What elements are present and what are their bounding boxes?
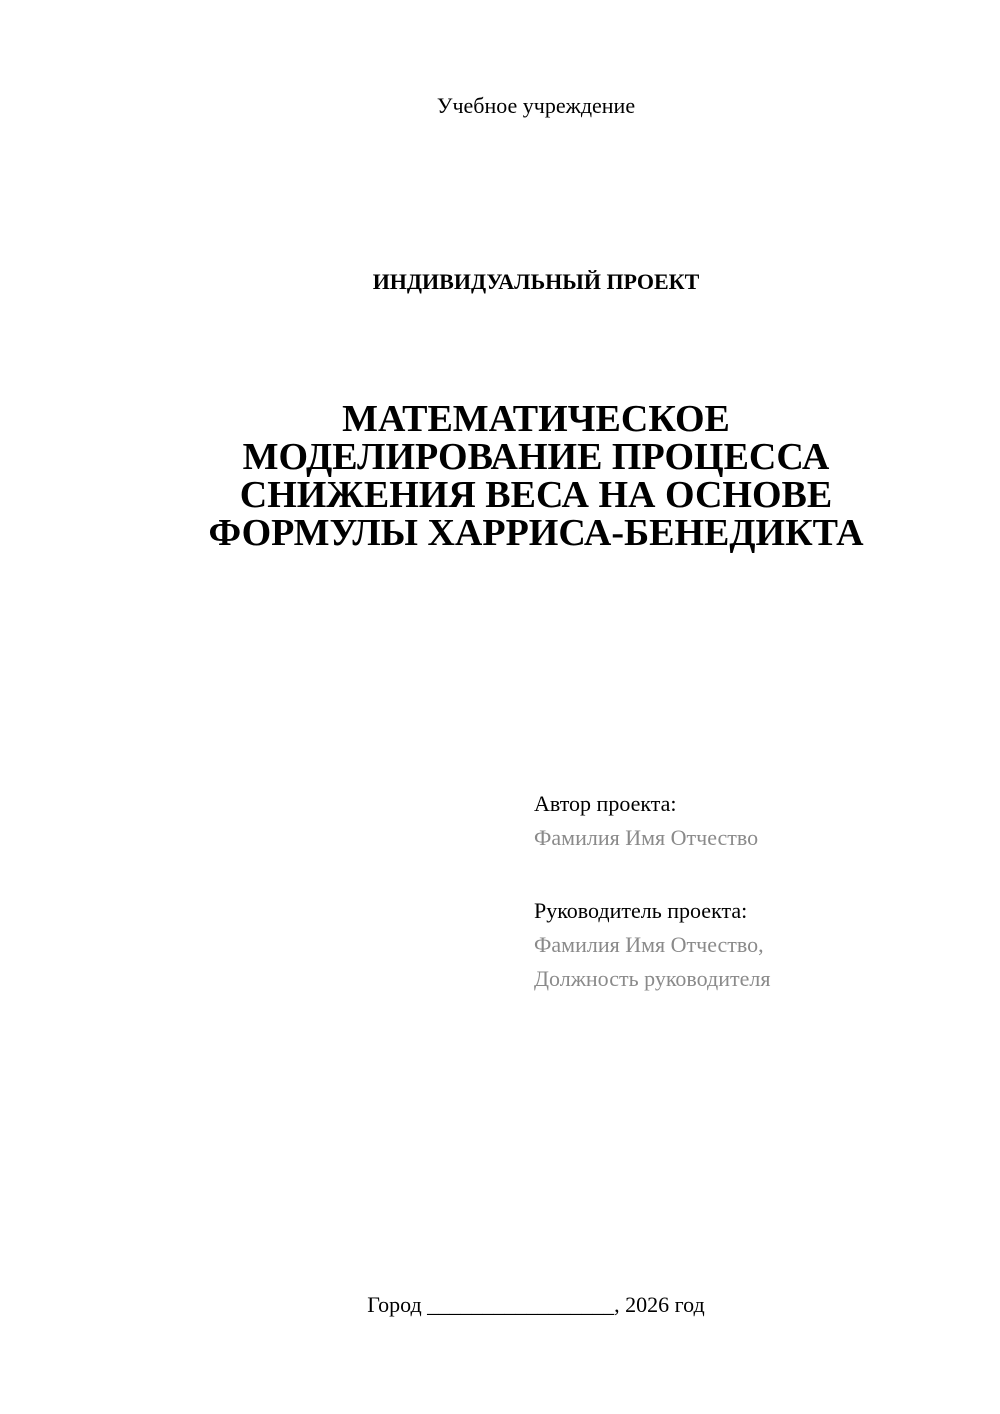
supervisor-position-placeholder: Должность руководителя — [534, 966, 771, 991]
project-title-line: СНИЖЕНИЯ ВЕСА НА ОСНОВЕ — [239, 474, 833, 516]
project-title-line: МАТЕМАТИЧЕСКОЕ — [342, 398, 730, 440]
project-title-line: ФОРМУЛЫ ХАРРИСА-БЕНЕДИКТА — [208, 512, 864, 554]
supervisor-label: Руководитель проекта: — [534, 898, 748, 923]
author-name-placeholder: Фамилия Имя Отчество — [534, 825, 759, 850]
project-title — [160, 400, 912, 552]
project-title-line: МОДЕЛИРОВАНИЕ ПРОЦЕССА — [242, 436, 830, 478]
supervisor-name-placeholder: Фамилия Имя Отчество, — [534, 932, 764, 957]
document-type: ИНДИВИДУАЛЬНЫЙ ПРОЕКТ — [372, 269, 700, 294]
author-block — [534, 787, 758, 855]
supervisor-block — [534, 894, 770, 996]
institution-name: Учебное учреждение — [436, 93, 636, 118]
author-label: Автор проекта: — [534, 791, 677, 816]
city-year-line: Город _________________, 2026 год — [367, 1292, 705, 1317]
